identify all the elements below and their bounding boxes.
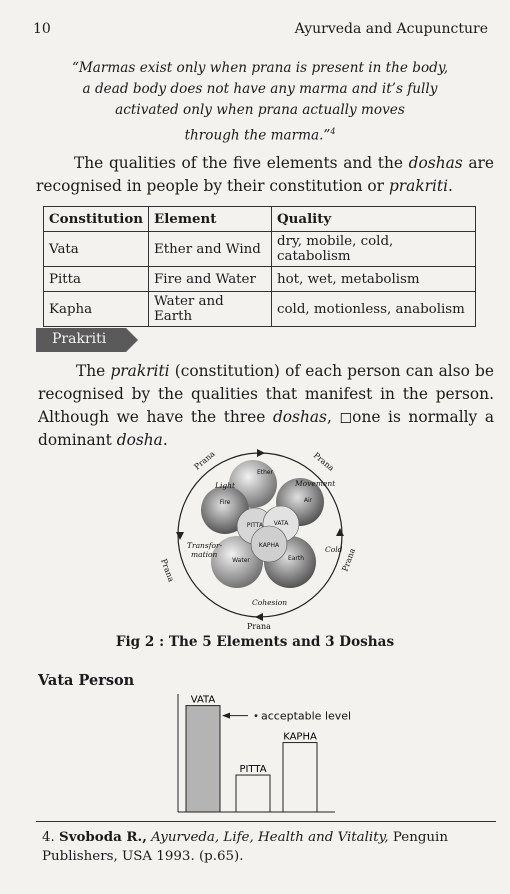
footnote: 4. Svoboda R., Ayurveda, Life, Health and Vitality, Penguin Publishers, USA 1993. (p.65). (42, 829, 448, 864)
bar-label: PITTA (239, 764, 267, 776)
quote-line: a dead body does not have any marma and it’s fully (82, 81, 438, 97)
dosha-label: PITTA (246, 522, 264, 529)
arrow-icon (257, 449, 265, 457)
col-header: Element (149, 207, 272, 232)
table-cell: Ether and Wind (149, 232, 272, 267)
arrow-left-icon (222, 713, 230, 719)
element-label: Earth (287, 555, 305, 562)
prana-label: Prana (340, 547, 358, 573)
element-label: Fire (219, 499, 231, 506)
footnote-rule (36, 821, 496, 822)
figure-caption: Fig 2 : The 5 Elements and 3 Doshas (115, 634, 395, 650)
section-tag-label: Prakriti (52, 331, 107, 347)
quote-line: “Marmas exist only when prana is present in the body, (71, 60, 449, 76)
table-row (44, 232, 476, 267)
table-row (44, 292, 476, 327)
prana-label: Prana (311, 450, 336, 473)
table-cell: Vata (44, 232, 149, 267)
bar-kapha (283, 743, 317, 812)
prana-label: Prana (159, 557, 176, 584)
quality-label: Light (215, 481, 236, 490)
col-header: Quality (272, 207, 476, 232)
block-quote (40, 58, 480, 147)
table-cell: cold, motionless, anabolism (272, 292, 476, 327)
quality-label: Movement (295, 479, 336, 488)
paragraph-prakriti: The prakriti (constitution) of each person can also be recognised by the qualities that manifest in the person. Although we have the three doshas, ◻one is normally a dominant dosha. (38, 362, 494, 449)
bullet-icon (255, 714, 258, 717)
table-cell: Fire and Water (149, 267, 272, 292)
running-title: Ayurveda and Acupuncture (294, 21, 488, 37)
footnote-ref: 4 (330, 127, 336, 136)
table-cell: Kapha (44, 292, 149, 327)
table-cell: hot, wet, metabolism (272, 267, 476, 292)
acceptable-level-label: acceptable level (261, 709, 352, 723)
bar-label: VATA (190, 694, 216, 706)
quality-label: Transfor- (187, 541, 223, 550)
table-cell: Pitta (44, 267, 149, 292)
bar-pitta (236, 775, 270, 812)
dosha-label: VATA (273, 520, 289, 527)
constitution-table (43, 206, 476, 327)
bar-vata (186, 706, 220, 812)
prana-label: Prana (192, 449, 217, 472)
vata-person-chart (170, 690, 380, 818)
page-number: 10 (33, 21, 51, 37)
prana-label: Prana (247, 622, 271, 630)
quality-label: Cohesion (252, 598, 288, 607)
vata-person-heading: Vata Person (38, 672, 135, 689)
element-label: Ether (256, 469, 274, 476)
elements-doshas-figure (155, 440, 370, 630)
quality-label: Cold (325, 545, 343, 554)
table-cell: Water and Earth (149, 292, 272, 327)
table-cell: dry, mobile, cold, catabolism (272, 232, 476, 267)
element-label: Water (232, 557, 250, 564)
element-label: Air (303, 497, 313, 504)
section-tag (36, 328, 126, 352)
quote-line: activated only when prana actually moves (115, 102, 405, 118)
col-header: Constitution (44, 207, 149, 232)
paragraph-qualities: The qualities of the five elements and the doshas are recognised in people by their constitution or prakriti. (36, 154, 494, 195)
arrow-icon (336, 528, 344, 536)
arrow-icon (255, 613, 263, 621)
quote-line: through the marma.”$^4$ (184, 127, 336, 144)
dosha-label: KAPHA (258, 542, 280, 549)
table-header-row (44, 207, 476, 232)
table-row (44, 267, 476, 292)
arrow-icon (176, 532, 184, 540)
quality-label: mation (191, 550, 218, 559)
bar-label: KAPHA (283, 731, 317, 743)
